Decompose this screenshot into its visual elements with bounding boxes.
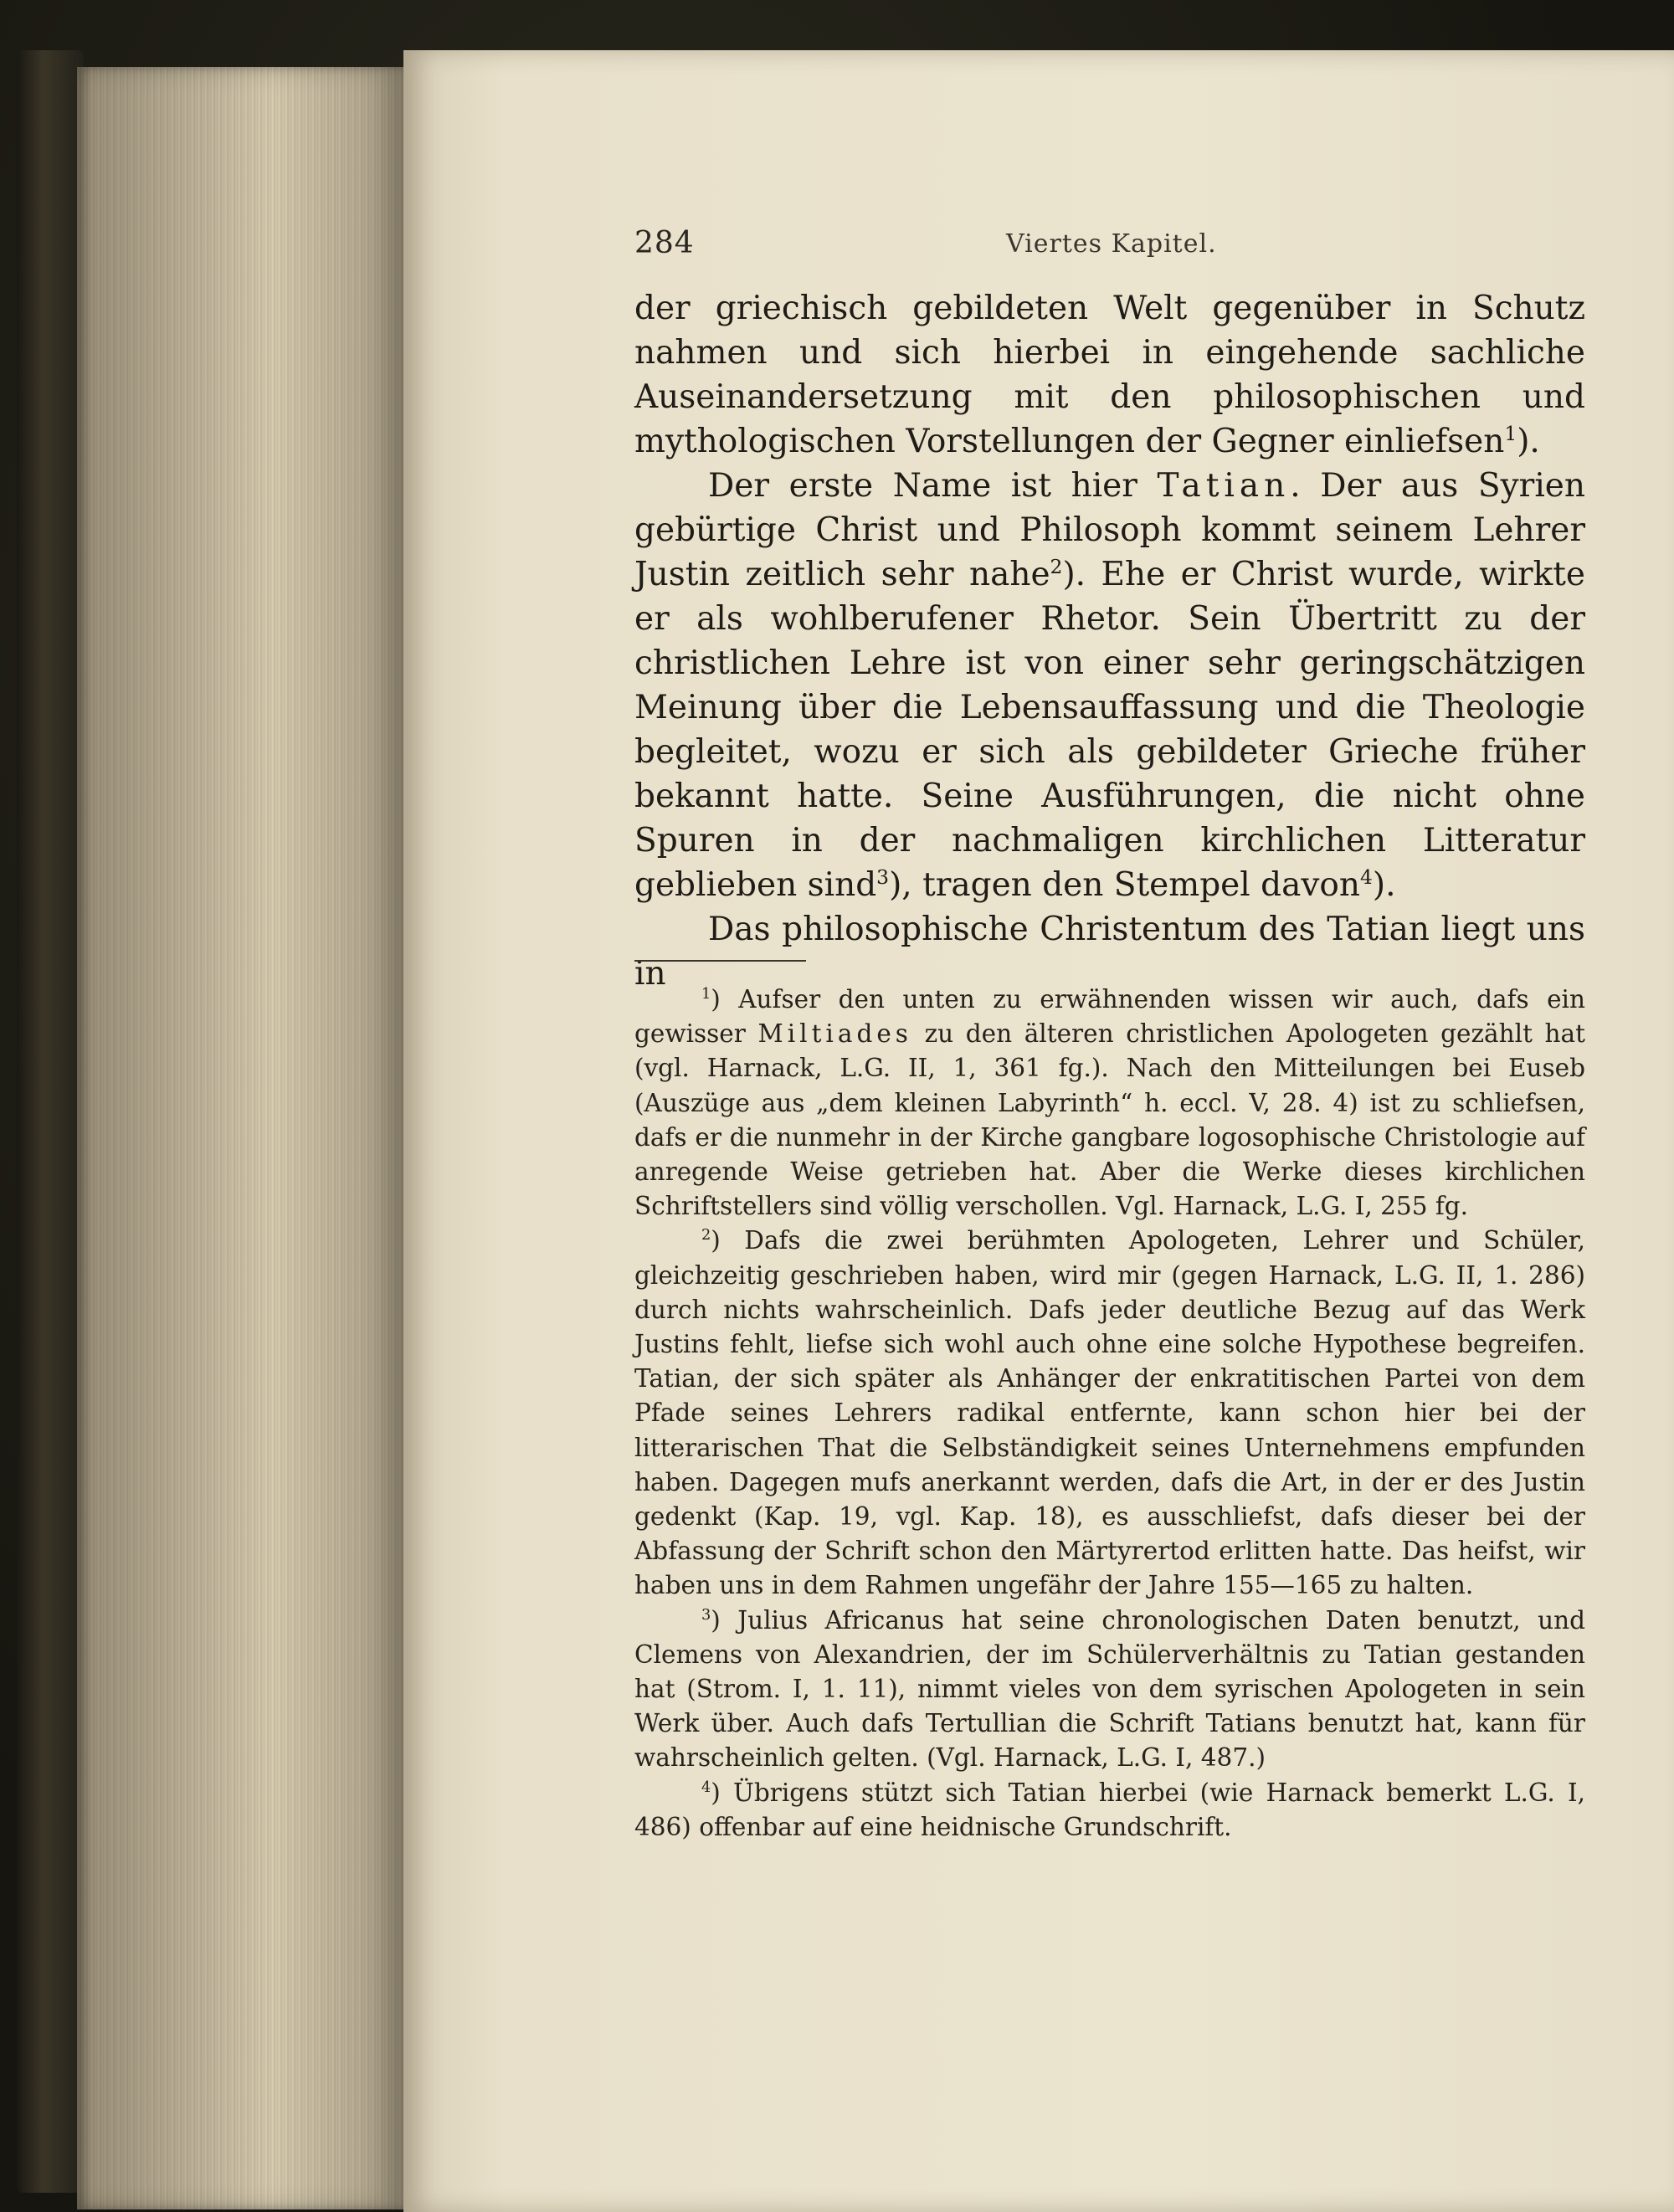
page-number: 284 xyxy=(634,226,695,260)
footnote-ref-1: 1 xyxy=(1504,422,1517,445)
footnote-ref-3: 3 xyxy=(876,865,890,889)
running-head: Viertes Kapitel. xyxy=(1006,229,1217,259)
book-spine xyxy=(17,50,84,2193)
page-header xyxy=(634,226,1271,263)
footnote-1: $^1$) Aufser den unten zu erwähnenden wissen wir auch, dafs ein gewisser Miltiades zu den älteren christlichen Apologeten gezählt hat (vgl. Harnack, L.G. II, 1, 361 fg.). Nach den Mitteilungen bei Euseb (Auszüge aus „dem kleinen Labyrinth“ h. eccl. V, 28. 4) ist zu schliefsen, dafs er die nunmehr in der Kirche gangbare logosophische Christologie auf anregende Weise getrieben hat. Aber die Werke dieses kirchlichen Schriftstellers sind völlig verschollen. Vgl. Harnack, L.G. I, 255 fg. xyxy=(634,985,1585,1221)
paragraph-1: der griechisch gebildeten Welt gegenüber in Schutz nahmen und sich hierbei in eingehende sachliche Auseinandersetzung mit den philosophischen und mythologischen Vorstellungen der Gegner einliefsen$^1$). xyxy=(634,290,1585,460)
footnote-ref-4: 4 xyxy=(1359,865,1373,889)
spaced-name-tatian: Tatian xyxy=(1157,467,1291,505)
page-edges-shade xyxy=(77,67,403,2209)
paragraph-3: Das philosophische Christentum des Tatian liegt uns in xyxy=(634,911,1585,993)
footnote-rule xyxy=(634,960,806,962)
paragraph-2: Der erste Name ist hier Tatian. Der aus Syrien gebürtige Christ und Philosoph kommt seinem Lehrer Justin zeitlich sehr nahe$^2$). Ehe er Christ wurde, wirkte er als wohlberufener Rhetor. Sein Übertritt zu der christlichen Lehre ist von einer sehr geringschätzigen Meinung über die Lebensauffassung und die Theologie begleitet, wozu er sich als gebildeter Grieche früher bekannt hatte. Seine Ausführungen, die nicht ohne Spuren in der nachmaligen kirchlichen Litteratur geblieben sind$^3$), tragen den Stempel davon$^4$). xyxy=(634,467,1586,904)
footnote-4: $^4$) Übrigens stützt sich Tatian hierbei (wie Harnack bemerkt L.G. I, 486) offenbar auf eine heidnische Grundschrift. xyxy=(634,1778,1585,1841)
footnote-ref-2: 2 xyxy=(1050,555,1063,578)
spaced-name-miltiades: Miltiades xyxy=(757,1019,912,1049)
footnote-3: $^3$) Julius Africanus hat seine chronologischen Daten benutzt, und Clemens von Alexandrien, der im Schülerverhältnis zu Tatian gestanden hat (Strom. I, 1. 11), nimmt vieles von dem syrischen Apologeten in sein Werk über. Auch dafs Tertullian die Schrift Tatians benutzt hat, kann für wahrscheinlich gelten. (Vgl. Harnack, L.G. I, 487.) xyxy=(634,1605,1585,1773)
footnotes xyxy=(634,983,1585,1845)
main-text xyxy=(634,286,1585,996)
footnote-2: $^2$) Dafs die zwei berühmten Apologeten, Lehrer und Schüler, gleichzeitig geschrieben haben, wird mir (gegen Harnack, L.G. II, 1. 286) durch nichts wahrscheinlich. Dafs jeder deutliche Bezug auf das Werk Justins fehlt, liefse sich wohl auch ohne eine solche Hypothese begreifen. Tatian, der sich später als Anhänger der enkratitischen Partei von dem Pfade seines Lehrers radikal entfernte, kann schon hier bei der litterarischen That die Selbständigkeit seines Unternehmens empfunden haben. Dagegen mufs anerkannt werden, dafs die Art, in der er des Justin gedenkt (Kap. 19, vgl. Kap. 18), es ausschliefst, dafs dieser bei der Abfassung der Schrift schon den Märtyrertod erlitten hatte. Das heifst, wir haben uns in dem Rahmen ungefähr der Jahre 155—165 zu halten. xyxy=(634,1226,1585,1600)
